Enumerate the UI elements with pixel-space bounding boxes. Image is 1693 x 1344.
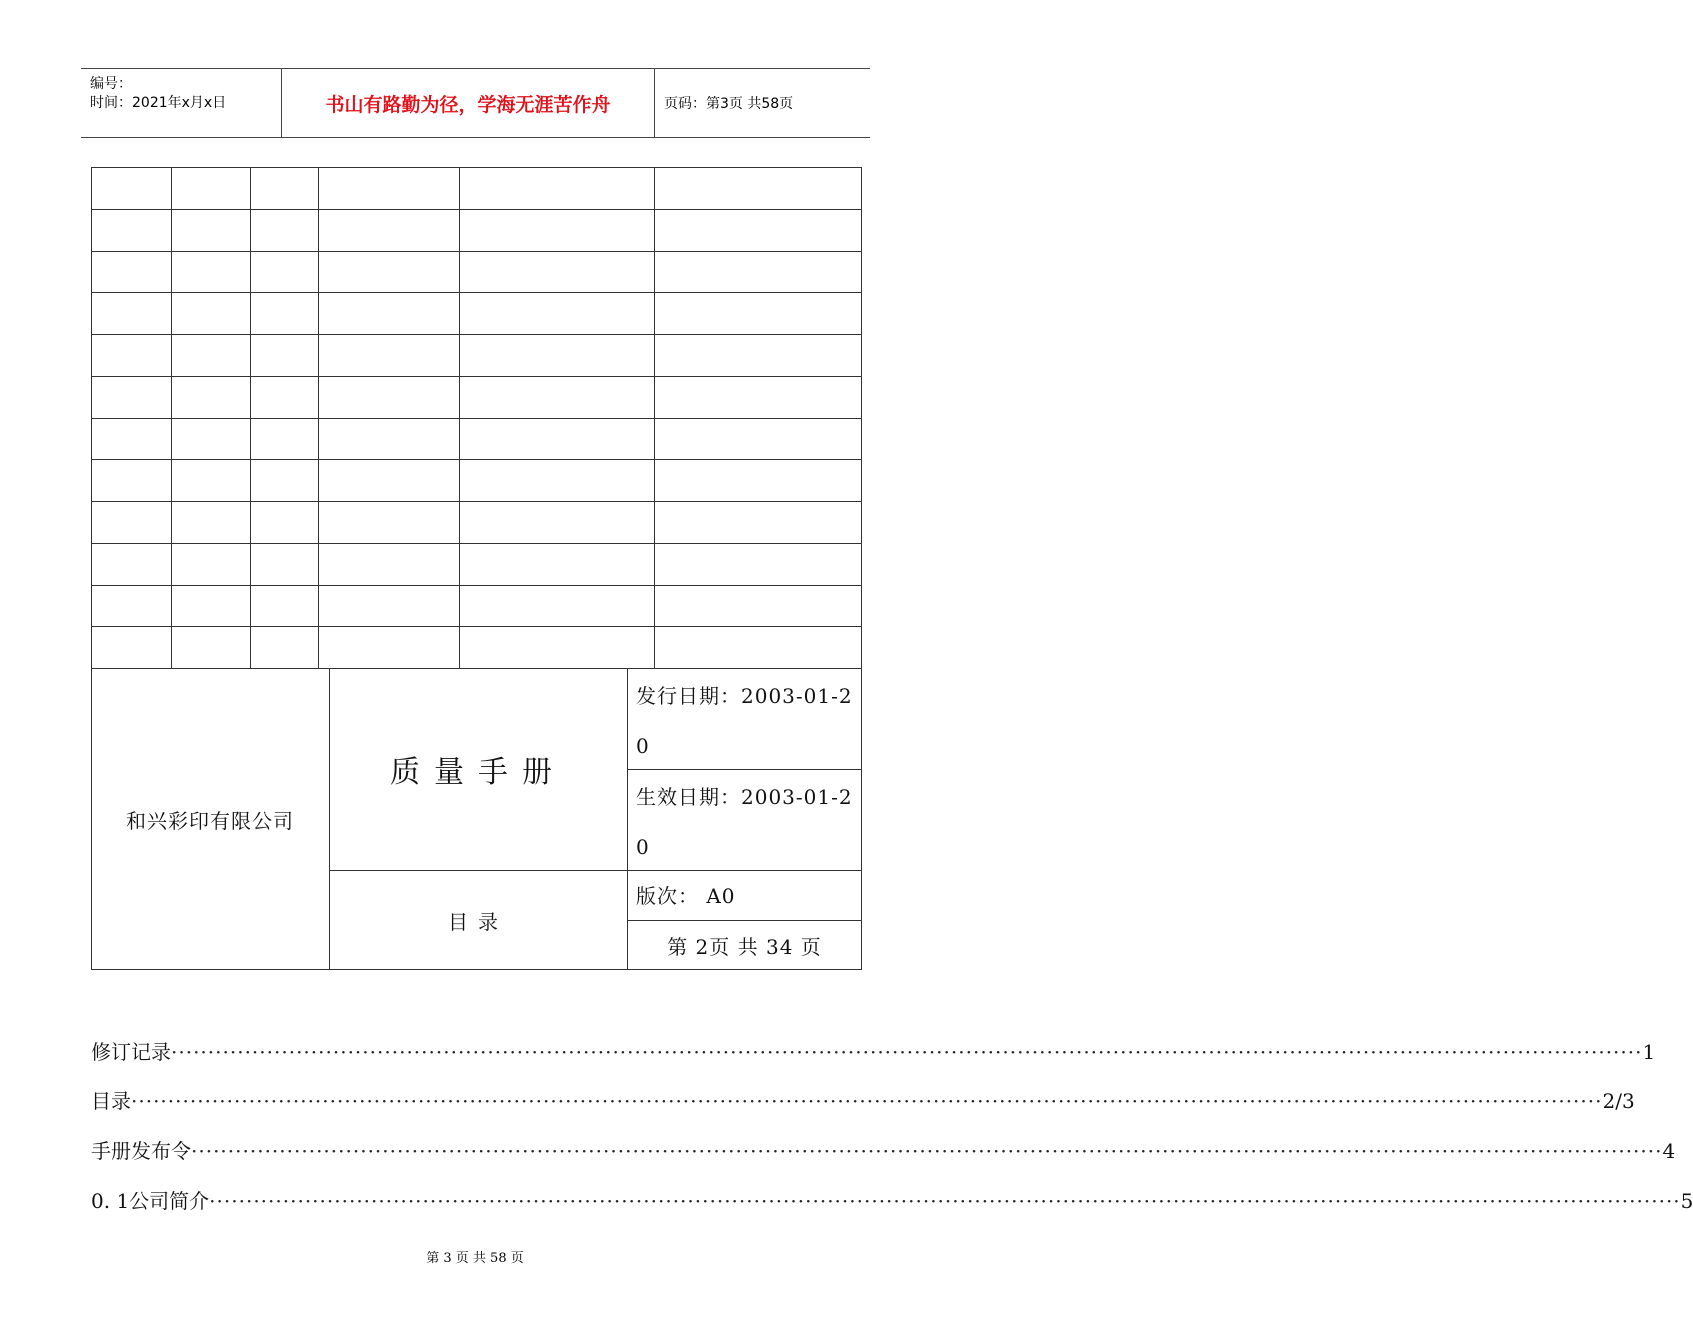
page-footer: 第 3 页 共 58 页 — [426, 1251, 524, 1266]
document-title: 质量手册 — [390, 755, 566, 790]
header-motto: 书山有路勤为径，学海无涯苦作舟 — [325, 93, 611, 116]
toc-entry — [91, 1085, 1635, 1114]
toc-leader-dots: ········································································································································································································ — [171, 1040, 1643, 1064]
version: 版次： A0 — [636, 884, 736, 908]
toc-entry-title: 修订记录 — [91, 1040, 171, 1064]
title-block — [91, 668, 862, 970]
company-name: 和兴彩印有限公司 — [126, 808, 294, 833]
effective-date: 生效日期：2003-01-20 — [636, 785, 853, 859]
revision-table — [91, 167, 862, 669]
toc-entry-page: 1 — [1642, 1040, 1656, 1064]
toc-entry-page: 4 — [1662, 1139, 1676, 1163]
issue-date: 发行日期：2003-01-20 — [636, 684, 853, 758]
header-meta — [81, 69, 281, 137]
header-page-code: 页码：第3页 共58页 — [664, 96, 794, 112]
header-number-label: 编号： — [90, 76, 132, 92]
page-header — [81, 68, 870, 138]
toc-leader-dots: ········································································································································································································ — [209, 1189, 1681, 1213]
header-time-label: 时间：2021年x月x日 — [90, 95, 227, 111]
toc-entry-title: 目录 — [91, 1089, 131, 1113]
toc-leader-dots: ········································································································································································································ — [191, 1139, 1663, 1163]
page-info: 第 2页 共 34 页 — [667, 934, 822, 959]
toc-entry-title: 0. 1公司简介 — [91, 1189, 210, 1213]
toc-entry-page: 5 — [1680, 1189, 1693, 1213]
toc-entry-page: 2/3 — [1602, 1089, 1635, 1113]
toc-entry — [91, 1135, 1676, 1164]
toc-entry-title: 手册发布令 — [91, 1139, 191, 1163]
toc-entry — [91, 1036, 1656, 1065]
section-title: 目录 — [448, 909, 508, 934]
revision-table-grid — [91, 167, 862, 669]
toc-entry — [91, 1185, 1693, 1214]
toc-leader-dots: ········································································································································································································ — [131, 1089, 1603, 1113]
